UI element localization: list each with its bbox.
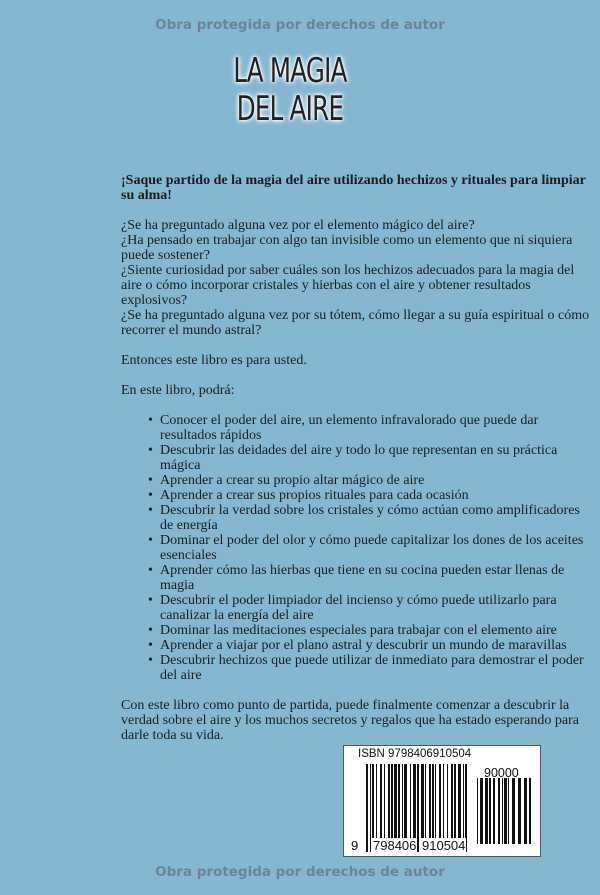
list-item: • Aprender cómo las hierbas que tiene en su cocina pueden estar llenas de magia [148,563,593,593]
barcode-digit-1: 9 [351,838,359,853]
list-item: • Descubrir las deidades del aire y todo lo que representan en su práctica mágica [148,443,593,473]
list-item: • Conocer el poder del aire, un elemento infravalorado que puede dar resultados rápidos [148,413,593,443]
list-item: • Dominar el poder del olor y cómo puede capitalizar los dones de los aceites esenciales [148,533,593,563]
barcode-bar [502,778,503,844]
barcode-bar [524,778,527,844]
watermark-top: Obra protegida por derechos de autor [155,17,445,33]
watermark-bottom: Obra protegida por derechos de autor [155,864,445,880]
barcode-bar [498,778,500,844]
barcode-digits-2: 798406 [373,838,417,853]
barcode-digits-3: 910504 [422,838,466,853]
lead-text: ¡Saque partido de la magia del aire utilizando hechizos y rituales para limpiar su alma! [121,173,586,203]
barcode-bar [489,778,491,844]
closing-text: Con este libro como punto de partida, puede finalmente comenzar a descubrir la verdad sobre el aire y los muchos secretos y regalos que ha estado esperando para darle toda su vida. [121,698,579,743]
barcode-bar [485,778,488,844]
barcode-bar [504,778,507,844]
questions [121,218,593,338]
list-item: • Aprender a viajar por el plano astral y descubrir un mundo de maravillas [148,638,593,653]
isbn-barcode [343,745,541,857]
list-item: • Descubrir la verdad sobre los cristales y cómo actúan como amplificadores de energía [148,503,593,533]
list-item: • Descubrir hechizos que puede utilizar de inmediato para demostrar el poder del aire [148,653,593,683]
barcode-bar [493,778,495,844]
list-item: • Dominar las meditaciones especiales para trabajar con el elemento aire [148,623,593,638]
barcode-bar [477,778,478,844]
list-item: • Aprender a crear su propio altar mágico de aire [148,473,593,488]
list-item: • Aprender a crear sus propios rituales para cada ocasión [148,488,593,503]
question: ¿Siente curiosidad por saber cuáles son los hechizos adecuados para la magia del aire o cómo incorporar cristales y hierbas con el aire y obtener resultados explosivos? [121,263,575,308]
barcode-bar [512,778,515,844]
barcode-bar [370,764,371,852]
barcode-bar [529,778,531,844]
book-title-logo: LA MAGIA DEL AIRE [233,51,347,129]
then-text: Entonces este libro es para usted. [121,353,307,368]
intro-text: En este libro, podrá: [121,383,235,398]
question: ¿Se ha preguntado alguna vez por su tótem, cómo llegar a su guía espiritual o cómo recorrer el mundo astral? [121,308,590,338]
isbn-label: ISBN 9798406910504 [358,748,472,760]
barcode-bar [518,778,521,844]
question: ¿Se ha preguntado alguna vez por el elemento mágico del aire? [121,218,475,233]
back-cover-text [121,173,593,758]
benefits-list [121,413,593,683]
barcode-bar [366,764,368,852]
barcode-bar [508,778,509,844]
price-addon: 90000 [484,766,519,780]
barcode-bar [480,778,483,844]
question: ¿Ha pensado en trabajar con algo tan invisible como un elemento que ni siquiera puede sostener? [121,233,573,263]
list-item: • Descubrir el poder limpiador del incienso y cómo puede utilizarlo para canalizar la energía del aire [148,593,593,623]
